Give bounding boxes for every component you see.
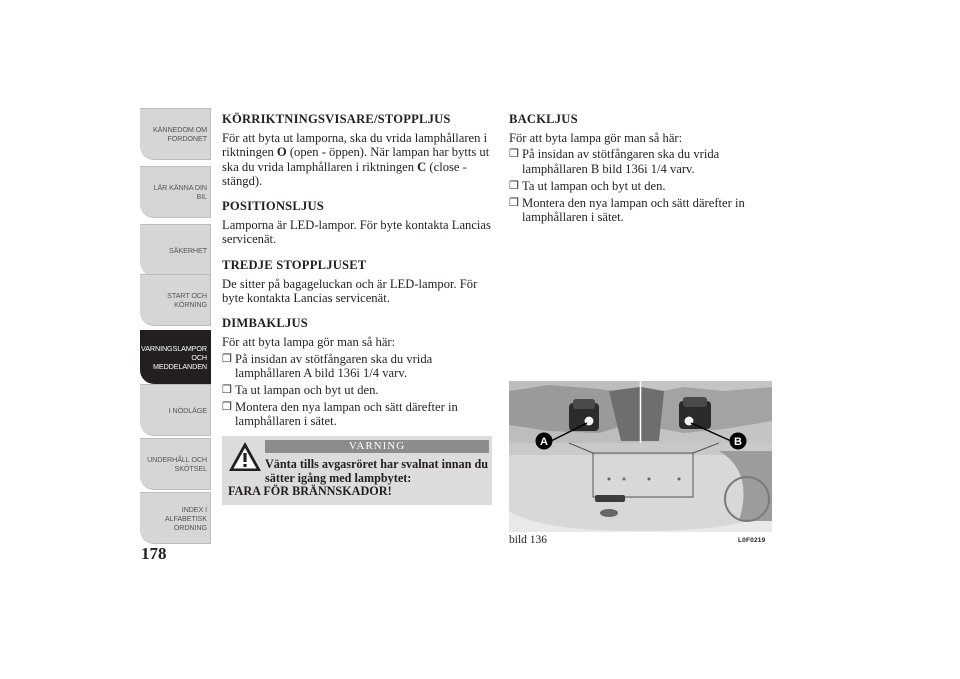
checkbox-bullet-icon: ❒ [222, 401, 232, 414]
section-backljus [509, 112, 771, 224]
checkbox-bullet-icon: ❒ [222, 352, 232, 365]
warning-triangle-icon [228, 440, 262, 474]
list-item: ❒ På insidan av stötfångaren ska du vrida lamphållaren A bild 136i 1/4 varv. [222, 351, 433, 380]
tab-index-i-alfabetisk-ordning[interactable]: INDEX I ALFABETISK ORDNING [140, 492, 211, 544]
checkbox-bullet-icon: ❒ [509, 197, 519, 210]
section-text: För att byta ut lamporna, ska du vrida lamphållaren i riktningen O (open - öppen). När lampan har bytts ut ska du vrida lamphållaren i riktningen C (close - stängd). [222, 131, 490, 188]
section-title: TREDJE STOPPLJUSET [222, 257, 367, 272]
list-item: ❒ Montera den nya lampan och sätt därefter in lamphållaren i sätet. [509, 196, 745, 225]
figure-caption: bild 136 [509, 534, 548, 546]
tab-i-nodlage[interactable]: I NÖDLÄGE [140, 384, 211, 436]
list-item: ❒ Ta ut lampan och byt ut den. [509, 178, 666, 193]
checkbox-bullet-icon: ❒ [509, 179, 519, 192]
callout-b [730, 433, 747, 450]
warning-danger-text: FARA FÖR BRÄNNSKADOR! [228, 484, 392, 498]
section-korriktningsvisare [222, 112, 492, 188]
section-title: DIMBAKLJUS [222, 316, 308, 331]
figure-code: L0F0219 [738, 537, 766, 544]
section-positionsljus [222, 199, 492, 247]
list-item: ❒ Ta ut lampan och byt ut den. [222, 383, 379, 398]
tab-varningslampor-och-meddelanden[interactable]: VARNINGSLAMPOR OCH MEDDELANDEN [140, 330, 211, 384]
section-tredje-stoppljuset [222, 258, 492, 306]
right-column [509, 112, 771, 235]
checkbox-bullet-icon: ❒ [222, 384, 232, 397]
svg-text:A: A [540, 436, 548, 448]
page-number: 178 [141, 544, 167, 563]
svg-text:B: B [734, 436, 742, 448]
section-text: För att byta lampa gör man så här: [222, 335, 396, 350]
section-title: POSITIONSLJUS [222, 199, 324, 214]
section-title: BACKLJUS [509, 112, 578, 126]
tab-lar-kanna-din-bil[interactable]: LÄR KÄNNA DIN BIL [140, 166, 211, 218]
checkbox-bullet-icon: ❒ [509, 148, 519, 161]
left-column [222, 112, 492, 440]
rear-bumper-illustration [509, 381, 772, 532]
warning-heading: VARNING [265, 440, 489, 453]
section-text: De sitter på bagageluckan och är LED-lampor. För byte kontakta Lancias servicenät. [222, 276, 478, 306]
callout-a [536, 433, 553, 450]
section-dimbakljus [222, 316, 492, 428]
tab-start-och-korning[interactable]: START OCH KÖRNING [140, 274, 211, 326]
warning-box [222, 436, 492, 505]
tab-sakerhet[interactable]: SÄKERHET [140, 224, 211, 276]
list-item: ❒ Montera den nya lampan och sätt därefter in lamphållaren i sätet. [222, 400, 458, 429]
section-title: KÖRRIKTNINGSVISARE/STOPPLJUS [222, 112, 451, 126]
section-text: Lamporna är LED-lampor. För byte kontakta Lancias servicenät. [222, 218, 491, 247]
tab-kannedom-om-fordonet[interactable]: KÄNNEDOM OM FORDONET [140, 108, 211, 160]
list-item: ❒ På insidan av stötfångaren ska du vrida lamphållaren B bild 136i 1/4 varv. [509, 147, 720, 176]
warning-text: Vänta tills avgasröret har svalnat innan du sätter igång med lampbytet: [265, 457, 489, 485]
tab-underhall-och-skotsel[interactable]: UNDERHÅLL OCH SKÖTSEL [140, 438, 211, 490]
section-text: För att byta lampa gör man så här: [509, 131, 683, 146]
